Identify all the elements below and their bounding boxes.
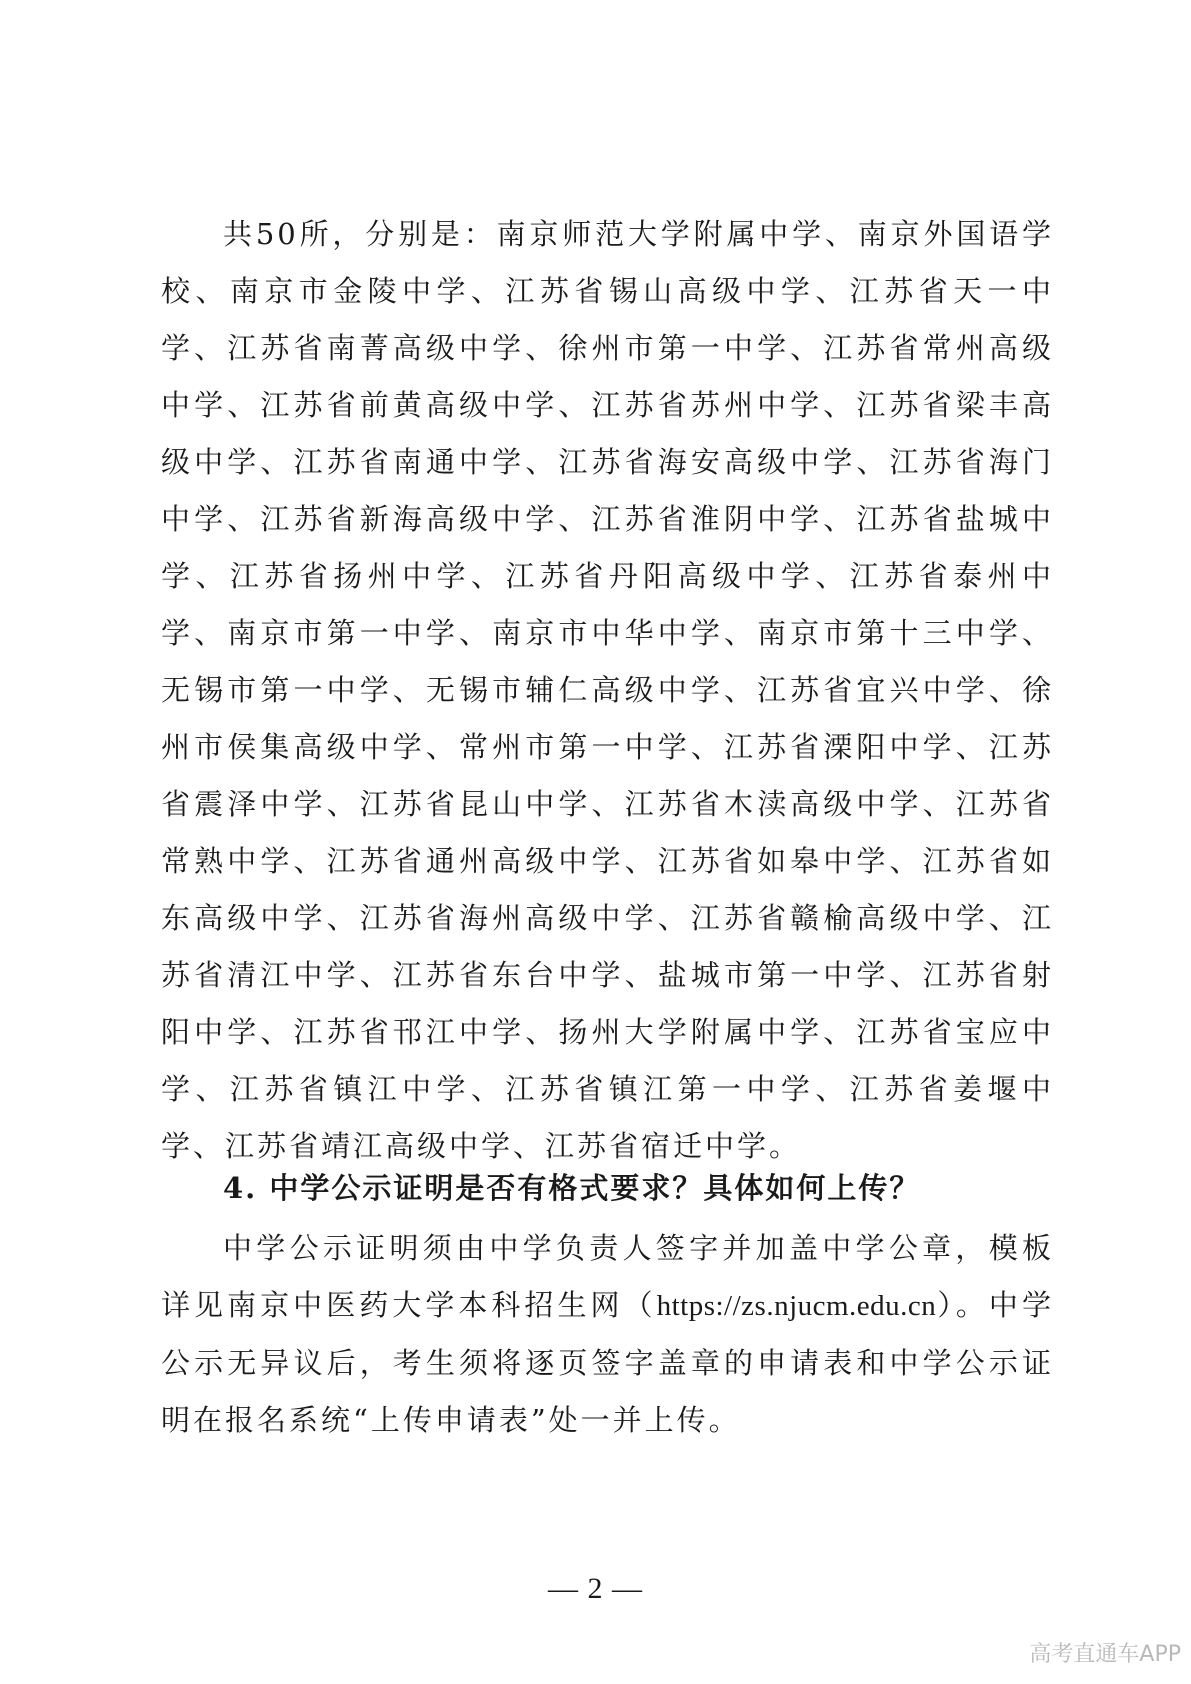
answer-text-part-2: ）。中学公示无异议后，考生须将逐页签字盖章的申请表和中学公示证明在报名系统“上传申请表”处一并上传。 [161,1288,1054,1437]
section-4-answer-paragraph [161,1220,1054,1449]
admissions-website-url: https://zs.njucm.edu.cn [656,1290,937,1322]
section-4-heading: 4. 中学公示证明是否有格式要求？具体如何上传？ [223,1171,921,1205]
section-4-answer-block [161,1220,1054,1449]
page-number: — 2 — [548,1572,643,1605]
school-list-paragraph-block [161,206,1054,1175]
answer-text-part-1: 中学公示证明须由中学负责人签字并加盖中学公章，模板详见南京中医药大学本科招生网（ [161,1231,1054,1322]
school-list-paragraph: 共50所，分别是：南京师范大学附属中学、南京外国语学校、南京市金陵中学、江苏省锡山高级中学、江苏省天一中学、江苏省南菁高级中学、徐州市第一中学、江苏省常州高级中学、江苏省前黄高级中学、江苏省苏州中学、江苏省梁丰高级中学、江苏省南通中学、江苏省海安高级中学、江苏省海门中学、江苏省新海高级中学、江苏省淮阴中学、江苏省盐城中学、江苏省扬州中学、江苏省丹阳高级中学、江苏省泰州中学、南京市第一中学、南京市中华中学、南京市第十三中学、无锡市第一中学、无锡市辅仁高级中学、江苏省宜兴中学、徐州市侯集高级中学、常州市第一中学、江苏省溧阳中学、江苏省震泽中学、江苏省昆山中学、江苏省木渎高级中学、江苏省常熟中学、江苏省通州高级中学、江苏省如皋中学、江苏省如东高级中学、江苏省海州高级中学、江苏省赣榆高级中学、江苏省清江中学、江苏省东台中学、盐城市第一中学、江苏省射阳中学、江苏省邗江中学、扬州大学附属中学、江苏省宝应中学、江苏省镇江中学、江苏省镇江第一中学、江苏省姜堰中学、江苏省靖江高级中学、江苏省宿迁中学。 [161,217,1054,1163]
app-watermark: 高考直通车APP [1029,1642,1181,1667]
